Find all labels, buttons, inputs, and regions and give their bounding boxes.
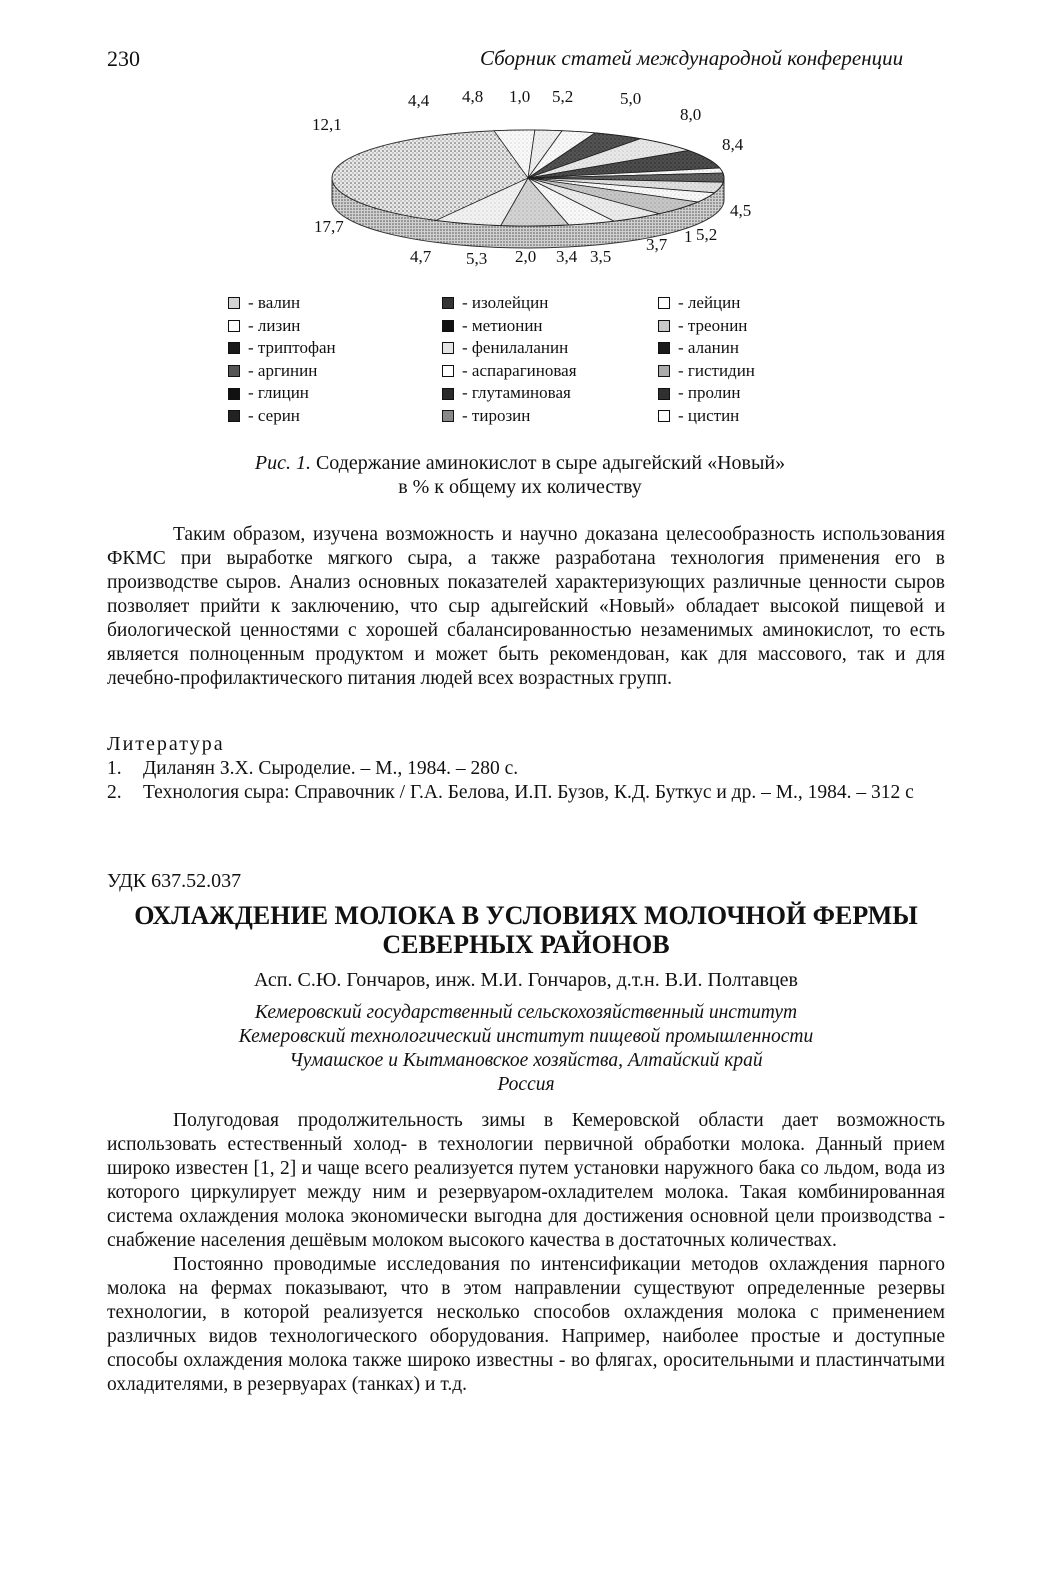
legend-item: [658, 382, 755, 405]
article-affiliations: [107, 1001, 945, 1097]
amino-acid-pie-chart: [290, 82, 770, 282]
legend-swatch: [442, 388, 454, 400]
pie-value-label: 4,8: [462, 87, 484, 106]
literature-title: Литература: [107, 733, 225, 755]
article-body: [107, 1109, 945, 1397]
legend-swatch: [228, 297, 240, 309]
legend-swatch: [658, 320, 670, 332]
legend-item: [442, 337, 577, 360]
legend-label: - цистин: [678, 405, 740, 425]
legend-label: - лизин: [248, 315, 301, 335]
pie-value-label: 2,0: [515, 247, 537, 266]
legend-swatch: [228, 320, 240, 332]
pie-value-label: 4,5: [730, 201, 752, 220]
pie-value-label: 1: [684, 227, 693, 246]
affiliation-line: Чумашское и Кытмановское хозяйства, Алтайский край: [289, 1050, 763, 1071]
legend-label: - метионин: [462, 315, 543, 335]
pie-value-label: 17,7: [314, 217, 344, 236]
legend-label: - фенилаланин: [462, 338, 569, 358]
pie-value-label: 5,2: [552, 87, 574, 106]
legend-label: - глицин: [248, 383, 309, 403]
legend-swatch: [658, 365, 670, 377]
reference-item: [107, 781, 947, 805]
legend-swatch: [442, 365, 454, 377]
udk-code: УДК 637.52.037: [107, 870, 242, 892]
legend-item: [658, 360, 755, 383]
reference-item: [107, 757, 947, 781]
legend-label: - тирозин: [462, 405, 531, 425]
legend-item: [658, 405, 755, 428]
page-number: 230: [107, 46, 140, 71]
legend-swatch: [442, 297, 454, 309]
reference-number: 2.: [107, 782, 122, 803]
legend-swatch: [442, 410, 454, 422]
legend-item: [442, 405, 577, 428]
legend-label: - глутаминовая: [462, 383, 571, 403]
legend-item: [658, 292, 755, 315]
legend-label: - серин: [248, 405, 300, 425]
running-title: Сборник статей международной конференции: [480, 46, 904, 70]
legend-label: - изолейцин: [462, 293, 549, 312]
pie-value-label: 4,4: [408, 91, 430, 110]
pie-value-label: 5,2: [696, 225, 718, 244]
legend-item: [442, 382, 577, 405]
legend-label: - валин: [248, 293, 301, 312]
caption-line2: в % к общему их количеству: [398, 476, 642, 498]
article-title: [107, 901, 945, 959]
legend-item: [228, 315, 336, 338]
legend-item: [228, 337, 336, 360]
pie-value-label: 3,7: [646, 235, 668, 254]
legend-column-1: [228, 292, 336, 428]
legend-item: [442, 360, 577, 383]
legend-swatch: [442, 320, 454, 332]
legend-item: [228, 405, 336, 428]
legend-swatch: [658, 410, 670, 422]
reference-text: Технология сыра: Справочник / Г.А. Белова, И.П. Бузов, К.Д. Буткус и др. – М., 1984. – 312 с: [143, 782, 914, 803]
legend-swatch: [658, 342, 670, 354]
legend-item: [228, 382, 336, 405]
legend-column-2: [442, 292, 577, 428]
affiliation-line: Россия: [497, 1074, 555, 1095]
legend-swatch: [442, 342, 454, 354]
legend-item: [658, 337, 755, 360]
legend-label: - гистидин: [678, 360, 755, 380]
pie-value-label: 5,0: [620, 89, 642, 108]
legend-column-3: [658, 292, 755, 428]
legend-item: [442, 292, 577, 315]
caption-line1: Содержание аминокислот в сыре адыгейский «Новый»: [310, 452, 786, 474]
legend-swatch: [228, 365, 240, 377]
legend-item: [228, 360, 336, 383]
reference-text: Диланян З.Х. Сыроделие. – М., 1984. – 280 с.: [143, 758, 519, 779]
body-paragraph: Постоянно проводимые исследования по интенсификации методов охлаждения парного молока на фермах показывают, что в этом направлении существуют определенные резервы технологии, в которой реализуется несколько способов охлаждения молока с применением различных видов технологического оборудования. Например, наиболее простые и доступные способы охлаждения молока также широко известны - во флягах, оросительными и пластинчатыми охладителями, в резервуарах (танках) и т.д.: [107, 1254, 945, 1395]
pie-value-label: 3,4: [556, 247, 578, 266]
legend-item: [658, 315, 755, 338]
legend-label: - пролин: [678, 383, 741, 403]
pie-value-label: 5,3: [466, 249, 488, 268]
pie-value-label: 8,4: [722, 135, 744, 154]
conclusion-text: Таким образом, изучена возможность и научно доказана целесообразность использования ФКМС при выработке мягкого сыра, а также разработана технология применения его в производстве сыров. Анализ основных показателей характеризующих различные ценности сыров позволяет прийти к заключению, что сыр адыгейский «Новый» обладает высокой пищевой и биологической ценностями с хорошей сбалансированностью незаменимых аминокислот, то есть является полноценным продуктом и может быть рекомендован, как для массового, так и для лечебно-профилактического питания людей всех возрастных групп.: [107, 524, 945, 689]
legend-item: [442, 315, 577, 338]
legend-swatch: [658, 388, 670, 400]
pie-value-label: 3,5: [590, 247, 612, 266]
legend-swatch: [228, 388, 240, 400]
article-title-line1: ОХЛАЖДЕНИЕ МОЛОКА В УСЛОВИЯХ МОЛОЧНОЙ ФЕРМЫ: [134, 901, 918, 930]
legend-label: - триптофан: [248, 338, 336, 358]
caption-prefix: Рис. 1.: [254, 452, 311, 474]
conclusion-paragraph: [107, 523, 945, 691]
legend-label: - аспарагиновая: [462, 360, 577, 380]
legend-swatch: [228, 410, 240, 422]
legend-swatch: [228, 342, 240, 354]
article-title-line2: СЕВЕРНЫХ РАЙОНОВ: [382, 930, 670, 959]
legend-swatch: [658, 297, 670, 309]
pie-value-label: 4,7: [410, 247, 432, 266]
pie-value-label: 1,0: [509, 87, 531, 106]
affiliation-line: Кемеровский государственный сельскохозяйственный институт: [254, 1002, 798, 1023]
legend-item: [228, 292, 336, 315]
pie-value-label: 8,0: [680, 105, 702, 124]
article-authors: Асп. С.Ю. Гончаров, инж. М.И. Гончаров, д.т.н. В.И. Полтавцев: [253, 969, 799, 991]
reference-number: 1.: [107, 758, 122, 779]
legend-label: - лейцин: [678, 293, 741, 312]
legend-label: - треонин: [678, 315, 748, 335]
body-paragraph: Полугодовая продолжительность зимы в Кемеровской области дает возможность использовать естественный холод- в технологии первичной обработки молока. Данный прием широко известен [1, 2] и чаще всего реализуется путем установки наружного бака со льдом, вода из которого циркулирует между ним и резервуаром-охладителем молока. Такая комбинированная система охлаждения молока экономически выгодна для достижения основной цели производства - снабжение населения дешёвым молоком высокого качества в достаточных количествах.: [107, 1110, 945, 1251]
legend-label: - аргинин: [248, 360, 318, 380]
legend-label: - аланин: [678, 338, 739, 358]
figure-caption: [160, 451, 880, 499]
affiliation-line: Кемеровский технологический институт пищевой промышленности: [238, 1026, 814, 1047]
reference-list: [107, 757, 947, 805]
pie-value-label: 12,1: [312, 115, 342, 134]
